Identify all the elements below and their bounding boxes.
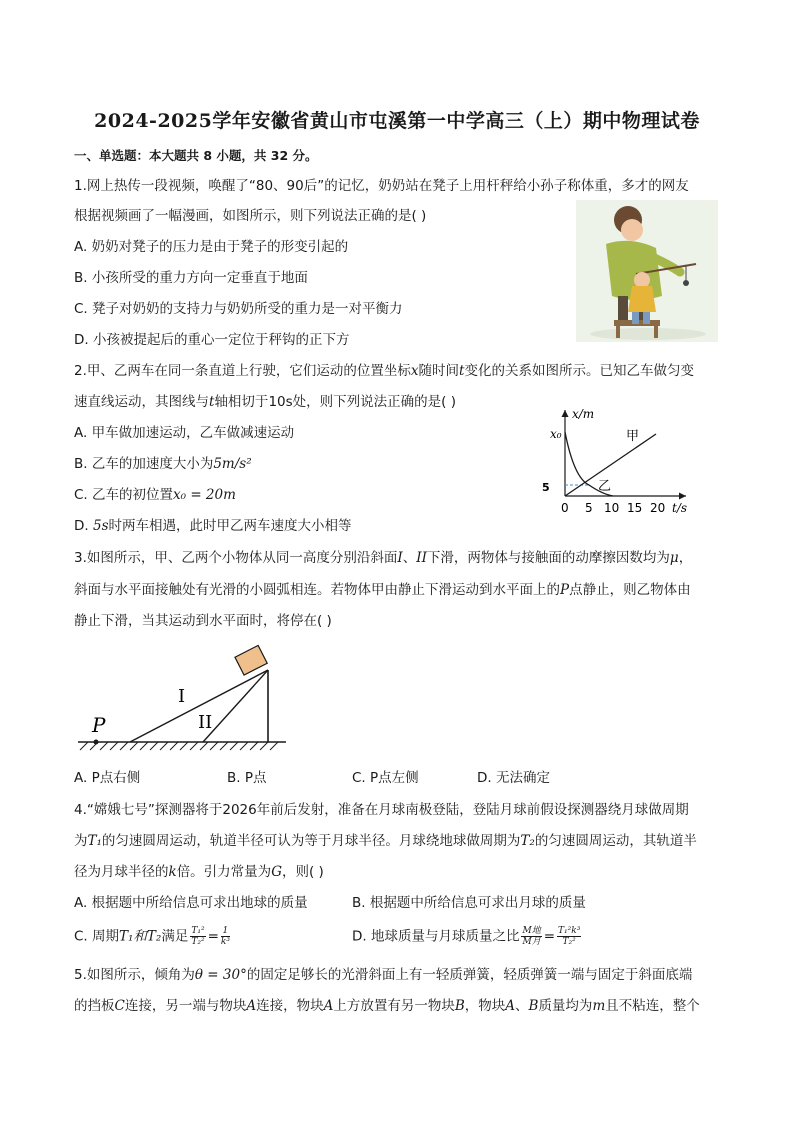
q1-stem-line1: 1.网上热传一段视频，唤醒了“80、90后”的记忆，奶奶站在凳子上用杆秤给小孙子称体重，多才的网友 bbox=[74, 178, 689, 194]
q5-var-a: A bbox=[505, 998, 516, 1014]
graph-tick-15: 15 bbox=[627, 501, 643, 515]
q4-text: ，则( ) bbox=[281, 864, 324, 880]
graph-tick-0: 0 bbox=[561, 501, 569, 515]
graph-yi-label: 乙 bbox=[598, 479, 612, 494]
q2-position-time-graph bbox=[536, 404, 700, 518]
q2-text: 轴相切于 bbox=[214, 394, 269, 410]
q4-var-t2: T₂ bbox=[520, 833, 535, 849]
q2-text: 处，则下列说法正确的是( ) bbox=[292, 394, 456, 410]
q5-text: 的固定足够长的光滑斜面上有一轻质弹簧，轻质弹簧一端与固定于斜面底端 bbox=[246, 967, 693, 983]
q2-var-x: x bbox=[410, 363, 419, 379]
q3-text: 斜面与水平面接触处有光滑的小圆弧相连。若物体甲由静止下滑运动到水平面上的 bbox=[74, 582, 560, 598]
q4-var-t1: T₁ bbox=[87, 833, 102, 849]
q4-c-fraction-right bbox=[221, 926, 230, 947]
q2-text: 变化的关系如图所示。已知乙车做匀变 bbox=[464, 363, 694, 379]
point-p-label: P bbox=[92, 713, 106, 737]
q5-var-b: B bbox=[454, 998, 465, 1014]
q2-b-text: B. 乙车的加速度大小为 bbox=[74, 456, 214, 472]
q2-var-t: t bbox=[209, 394, 215, 410]
q2-text: 速直线运动，其图线与 bbox=[74, 394, 209, 410]
page-title: 2024-2025学年安徽省黄山市屯溪第一中学高三（上）期中物理试卷 bbox=[94, 110, 700, 132]
equals-sign: = bbox=[207, 928, 219, 945]
q3-mu: μ bbox=[669, 550, 679, 566]
q3-text: ， bbox=[678, 550, 693, 566]
q4-var-k: k bbox=[168, 864, 177, 880]
graph-tick-10: 10 bbox=[604, 501, 620, 515]
q2-value-10s: 10s bbox=[268, 394, 293, 410]
q1-stem-line2: 根据视频画了一幅漫画，如图所示，则下列说法正确的是( ) bbox=[74, 208, 427, 224]
q5-text: 质量均为 bbox=[538, 998, 593, 1014]
q5-text: 5.如图所示，倾角为 bbox=[74, 967, 195, 983]
q5-var-a: A bbox=[246, 998, 257, 1014]
q5-var-c: C bbox=[114, 998, 125, 1014]
q4-year: 2026 bbox=[222, 802, 257, 818]
q4-stem-line3 bbox=[74, 862, 324, 882]
q3-text: 3.如图所示，甲、乙两个小物体从同一高度分别沿斜面 bbox=[74, 550, 398, 566]
fraction-denominator: T₂² bbox=[191, 937, 205, 947]
q4-option-a: A. 根据题中所给信息可求出地球的质量 bbox=[74, 895, 308, 911]
q4-c-vars: T₁和T₂ bbox=[119, 928, 162, 945]
q3-text: 点静止，则乙物体由 bbox=[569, 582, 691, 598]
q1-option-c: C. 凳子对奶奶的支持力与奶奶所受的重力是一对平衡力 bbox=[74, 301, 403, 317]
q4-c-text: C. 周期 bbox=[74, 928, 120, 945]
q4-stem-line2 bbox=[74, 831, 697, 851]
q4-option-b: B. 根据题中所给信息可求出月球的质量 bbox=[352, 895, 586, 911]
q2-option-c bbox=[74, 485, 236, 505]
q5-text: 连接，物块 bbox=[256, 998, 324, 1014]
q2-option-b bbox=[74, 454, 252, 474]
q4-c-fraction-left bbox=[190, 926, 205, 947]
fraction-numerator: M地 bbox=[522, 926, 541, 936]
q4-text: 为 bbox=[74, 833, 88, 849]
q2-d-text: 时两车相遇，此时甲乙两车速度大小相等 bbox=[108, 518, 352, 534]
q3-option-d: D. 无法确定 bbox=[477, 770, 550, 786]
q5-stem-line1 bbox=[74, 965, 692, 985]
q4-stem-line1 bbox=[74, 800, 689, 820]
graph-y5-label: 5 bbox=[542, 481, 550, 494]
q5-stem-line2 bbox=[74, 996, 700, 1016]
graph-y-label: x/m bbox=[572, 407, 595, 421]
q2-c-value: x₀ = 20m bbox=[173, 487, 236, 503]
q1-option-a: A. 奶奶对凳子的压力是由于凳子的形变引起的 bbox=[74, 239, 349, 255]
q5-text: 的挡板 bbox=[74, 998, 115, 1014]
q3-point-p: P bbox=[560, 582, 570, 598]
q2-option-a: A. 甲车做加速运动，乙车做减速运动 bbox=[74, 425, 295, 441]
q2-b-value: 5m/s² bbox=[213, 456, 252, 472]
ground-hatching bbox=[80, 742, 278, 750]
q4-d-fraction-right bbox=[557, 926, 581, 947]
q2-d-value: 5s bbox=[92, 518, 109, 534]
equals-sign: = bbox=[543, 928, 556, 945]
q5-angle: θ = 30° bbox=[194, 967, 247, 983]
q5-var-b: B bbox=[528, 998, 539, 1014]
graph-tick-5: 5 bbox=[585, 501, 593, 515]
q5-text: ，物块 bbox=[464, 998, 506, 1014]
q4-d-fraction-left bbox=[521, 926, 541, 947]
q3-text: 下滑，两物体与接触面的动摩擦因数均为 bbox=[426, 550, 670, 566]
q3-option-c: C. P点左侧 bbox=[352, 770, 419, 786]
q2-option-d bbox=[74, 516, 352, 536]
fraction-numerator: 1 bbox=[222, 926, 229, 936]
grandma-weighing-illustration bbox=[576, 200, 718, 342]
q3-incline-diagram bbox=[70, 640, 294, 758]
section-heading: 一、单选题：本大题共 8 小题，共 32 分。 bbox=[74, 148, 318, 163]
sliding-block bbox=[235, 645, 267, 675]
q5-text: 上方放置有另一物块 bbox=[333, 998, 455, 1014]
q3-text: 、 bbox=[402, 550, 417, 566]
q5-var-a: A bbox=[323, 998, 334, 1014]
fraction-numerator: T₁²k³ bbox=[558, 926, 581, 936]
q2-stem-line1 bbox=[74, 361, 694, 381]
q5-text: 、 bbox=[515, 998, 529, 1014]
q2-text: 随时间 bbox=[418, 363, 460, 379]
q5-var-m: m bbox=[592, 998, 606, 1014]
q3-option-b: B. P点 bbox=[227, 770, 267, 786]
q2-var-t: t bbox=[459, 363, 465, 379]
graph-x-label: t/s bbox=[672, 501, 688, 515]
point-p-dot bbox=[94, 740, 99, 745]
q5-text: 连接，另一端与物块 bbox=[124, 998, 247, 1014]
q4-text: 年前后发射，准备在月球南极登陆，登陆月球前假设探测器绕月球做周期 bbox=[256, 802, 689, 818]
q3-stem-line3: 静止下滑，当其运动到水平面时，将停在( ) bbox=[74, 613, 332, 629]
fraction-denominator: M月 bbox=[522, 937, 541, 947]
q2-stem-line2 bbox=[74, 392, 456, 412]
fraction-numerator: T₁² bbox=[191, 926, 205, 936]
q4-text: 径为月球半径的 bbox=[74, 864, 169, 880]
q4-option-c bbox=[74, 926, 232, 947]
q3-slope-i: I bbox=[397, 550, 403, 566]
q5-text: 且不粘连，整个 bbox=[605, 998, 700, 1014]
q2-text: 2.甲、乙两车在同一条直道上行驶，它们运动的位置坐标 bbox=[74, 363, 411, 379]
incline-ii-label: II bbox=[198, 712, 213, 733]
q4-var-g: G bbox=[271, 864, 282, 880]
q4-text: 倍。引力常量为 bbox=[176, 864, 272, 880]
q3-stem-line1 bbox=[74, 548, 692, 568]
q3-option-a: A. P点右侧 bbox=[74, 770, 141, 786]
q1-option-b: B. 小孩所受的重力方向一定垂直于地面 bbox=[74, 270, 308, 286]
graph-x0-label: x₀ bbox=[550, 427, 562, 441]
fraction-denominator: k³ bbox=[220, 937, 230, 947]
q3-slope-ii: II bbox=[416, 550, 427, 566]
q4-c-text: 满足 bbox=[161, 928, 189, 945]
incline-ii bbox=[203, 670, 268, 742]
q1-option-d: D. 小孩被提起后的重心一定位于秤钩的正下方 bbox=[74, 332, 350, 348]
fraction-denominator: T₂² bbox=[562, 937, 576, 947]
graph-tick-20: 20 bbox=[650, 501, 666, 515]
graph-jia-label: 甲 bbox=[626, 429, 640, 444]
q4-text: 的匀速圆周运动，其轨道半 bbox=[534, 833, 697, 849]
incline-i-label: I bbox=[178, 686, 186, 707]
q4-d-text: D. 地球质量与月球质量之比 bbox=[352, 928, 520, 945]
q3-stem-line2 bbox=[74, 580, 691, 600]
q2-d-text: D. bbox=[74, 518, 93, 534]
q4-text: 的匀速圆周运动，轨道半径可认为等于月球半径。月球绕地球做周期为 bbox=[101, 833, 521, 849]
q4-option-d bbox=[352, 926, 583, 947]
q2-c-text: C. 乙车的初位置 bbox=[74, 487, 174, 503]
q4-text: 4.“嫦娥七号”探测器将于 bbox=[74, 802, 223, 818]
